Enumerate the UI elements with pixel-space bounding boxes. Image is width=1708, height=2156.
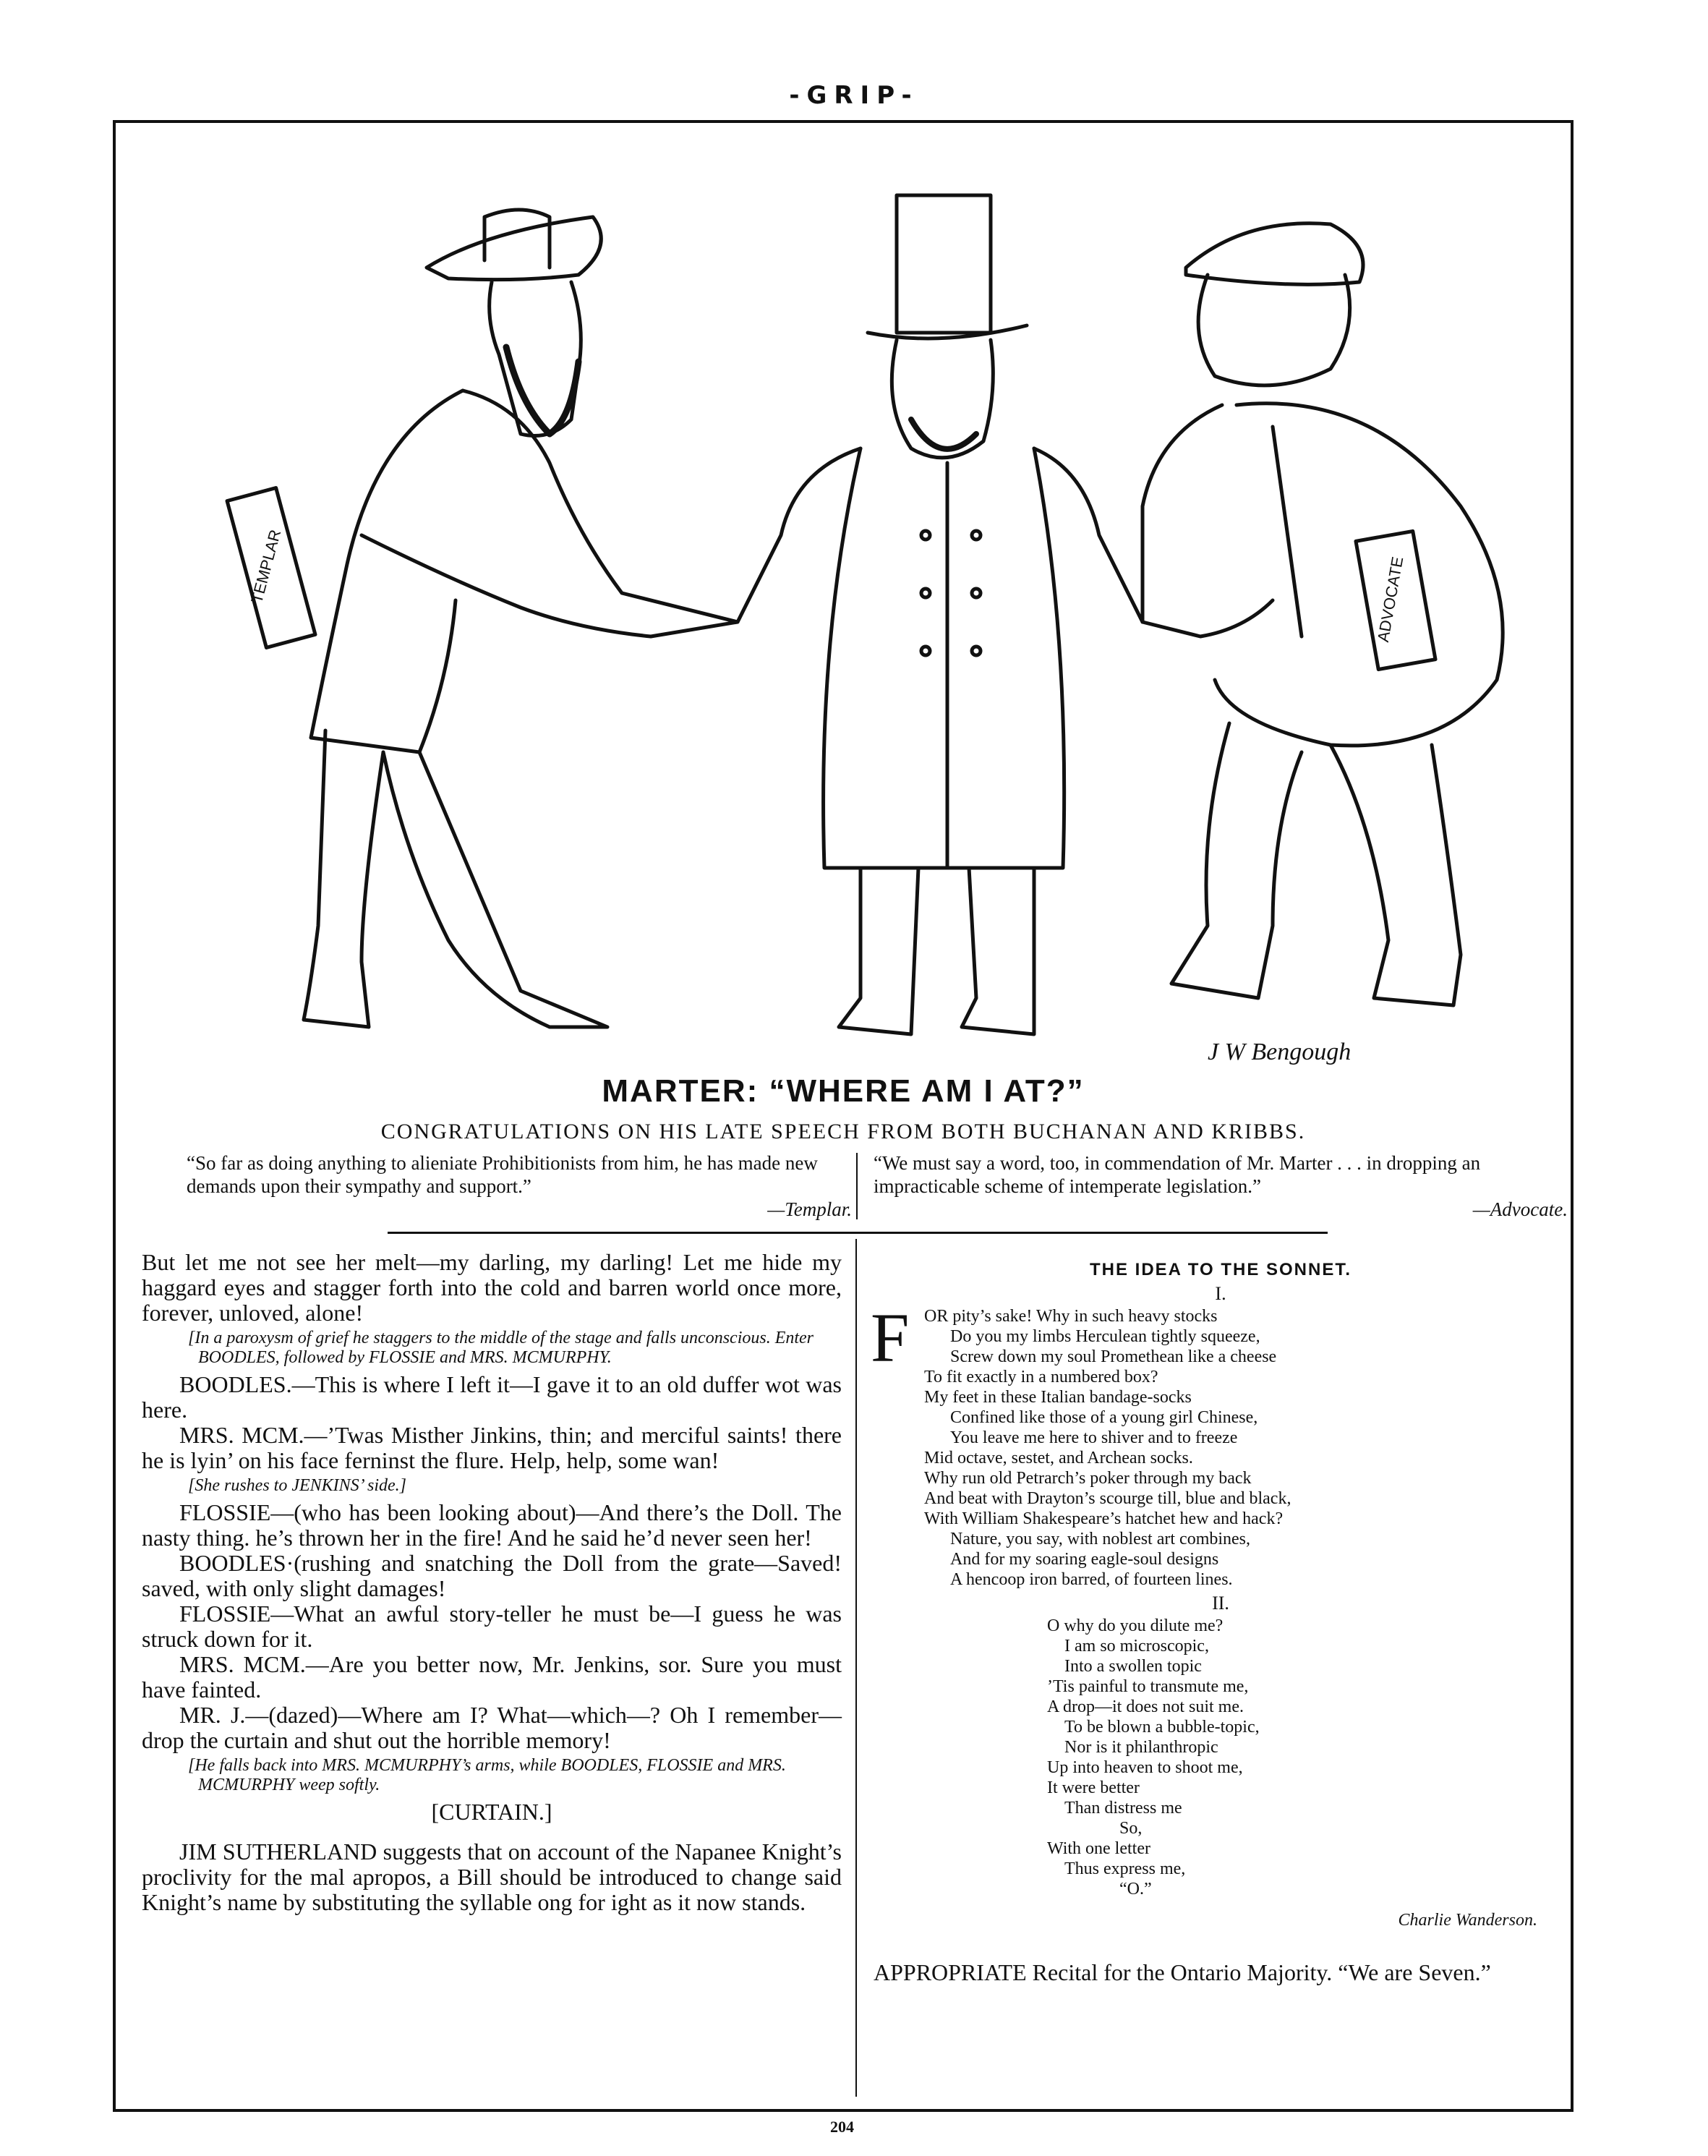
- poem-line: And for my soaring eagle-soul designs: [950, 1550, 1219, 1569]
- play-paragraph: FLOSSIE—(who has been looking about)—And there’s the Doll. The nasty thing. he’s thrown her in the fire! And he said he’d never seen her!: [142, 1499, 842, 1551]
- poem-title: THE IDEA TO THE SONNET.: [1089, 1260, 1352, 1279]
- advocate-book-label: ADVOCATE: [1373, 555, 1407, 644]
- poem-line: OR pity’s sake! Why in such heavy stocks: [924, 1307, 1218, 1326]
- cartoon-illustration: [145, 130, 1569, 1085]
- quote-left: [187, 1151, 852, 1221]
- curtain-line: [CURTAIN.]: [431, 1799, 552, 1825]
- sutherland-paragraph: JIM SUTHERLAND suggests that on account of the Napanee Knight’s proclivity for the mal apropos, a Bill should be introduced to change said Knight’s name by substituting the syllable ong for ight as it now stands.: [142, 1838, 842, 1915]
- stage-direction: [He falls back into MRS. MCMURPHY’s arms, while BOODLES, FLOSSIE and MRS. MCMURPHY weep softly.: [188, 1756, 786, 1794]
- play-paragraph: MRS. MCM.—’Twas Misther Jinkins, thin; and merciful saints! there he is lyin’ on his face ferninst the flure. Help, help, some wan!: [142, 1422, 842, 1473]
- quote-right-source: —Advocate.: [1472, 1198, 1568, 1220]
- poem-line: Do you my limbs Herculean tightly squeeze,: [950, 1327, 1260, 1346]
- poem-line: With one letter: [1047, 1839, 1150, 1858]
- poem-signature: Charlie Wanderson.: [1398, 1911, 1537, 1930]
- play-paragraph: BOODLES·(rushing and snatching the Doll from the grate—Saved! saved, with only slight damages!: [142, 1550, 842, 1601]
- artist-signature: J W Bengough: [1208, 1039, 1352, 1065]
- poem-line: Thus express me,: [1064, 1859, 1186, 1878]
- marter-figure: [651, 195, 1143, 1034]
- poem-line: Why run old Petrarch’s poker through my back: [924, 1469, 1252, 1488]
- poem-line: It were better: [1047, 1778, 1140, 1797]
- play-paragraph: MR. J.—(dazed)—Where am I? What—which—? Oh I remember—drop the curtain and shut out the horrible memory!: [142, 1702, 842, 1753]
- cartoon-title: MARTER: “WHERE AM I AT?”: [602, 1073, 1085, 1109]
- poem-line: Confined like those of a young girl Chinese,: [950, 1408, 1258, 1427]
- quote-divider: [856, 1153, 858, 1219]
- play-paragraph: BOODLES.—This is where I left it—I gave it to an old duffer wot was here.: [142, 1371, 842, 1423]
- poem-line: Mid octave, sestet, and Archean socks.: [924, 1449, 1193, 1467]
- recital-paragraph: APPROPRIATE Recital for the Ontario Majority. “We are Seven.”: [874, 1959, 1491, 1985]
- poem-line: And beat with Drayton’s scourge till, blue and black,: [924, 1489, 1291, 1508]
- poem-line: My feet in these Italian bandage-socks: [924, 1388, 1192, 1407]
- poem-line: ’Tis painful to transmute me,: [1047, 1677, 1249, 1696]
- poem-line: Nature, you say, with noblest art combines,: [950, 1530, 1251, 1548]
- cartoon-subtitle: CONGRATULATIONS ON HIS LATE SPEECH FROM BOTH BUCHANAN AND KRIBBS.: [380, 1120, 1306, 1143]
- advocate-figure: [1143, 223, 1503, 1005]
- poem-part-one: [871, 1299, 1568, 1590]
- poem-line: A hencoop iron barred, of fourteen lines.: [950, 1570, 1233, 1589]
- play-paragraph: MRS. MCM.—Are you better now, Mr. Jenkins, sor. Sure you must have fainted.: [142, 1651, 842, 1703]
- right-column: [871, 1250, 1568, 2008]
- quote-left-source: —Templar.: [767, 1198, 852, 1220]
- poem-line: Up into heaven to shoot me,: [1047, 1758, 1243, 1777]
- quote-right: [874, 1151, 1568, 1221]
- column-divider: [855, 1239, 857, 2097]
- poem-line: To fit exactly in a numbered box?: [924, 1368, 1158, 1386]
- poem-part-two: [1047, 1616, 1568, 1899]
- quote-right-text: “We must say a word, too, in commendation of Mr. Marter . . . in dropping an impracticable scheme of intemperate legislation.”: [874, 1152, 1481, 1197]
- play-paragraph: FLOSSIE—What an awful story-teller he must be—I guess he was struck down for it.: [142, 1601, 842, 1652]
- masthead: -GRIP-: [789, 81, 919, 110]
- poem-line: Screw down my soul Promethean like a cheese: [950, 1347, 1277, 1366]
- poem-line: So,: [1119, 1819, 1143, 1838]
- left-column: [142, 1250, 842, 1915]
- poem-line: “O.”: [1119, 1880, 1152, 1899]
- page-number: 204: [830, 2118, 854, 2136]
- poem-line: I am so microscopic,: [1064, 1637, 1209, 1656]
- stage-direction: [She rushes to JENKINS’ side.]: [188, 1476, 406, 1495]
- poem-line: O why do you dilute me?: [1047, 1616, 1224, 1635]
- quote-left-text: “So far as doing anything to alieniate Prohibitionists from him, he has made new demands upon their sympathy and support.”: [187, 1152, 818, 1197]
- drop-cap: F: [871, 1299, 910, 1376]
- poem-part-numeral: I.: [1215, 1283, 1226, 1304]
- poem-part-numeral: II.: [1212, 1593, 1229, 1614]
- poem-line: Than distress me: [1064, 1799, 1182, 1818]
- poem-line: Nor is it philanthropic: [1064, 1738, 1218, 1757]
- poem-line: To be blown a bubble-topic,: [1064, 1718, 1260, 1737]
- poem-line: A drop—it does not suit me.: [1047, 1697, 1244, 1716]
- poem-line: With William Shakespeare’s hatchet hew and hack?: [924, 1509, 1284, 1528]
- horizontal-rule: [388, 1232, 1328, 1234]
- templar-figure: [227, 210, 738, 1027]
- stage-direction: [In a paroxysm of grief he staggers to the middle of the stage and falls unconscious. Enter BOODLES, followed by FLOSSIE and MRS. MCMURPHY.: [188, 1329, 814, 1367]
- templar-book-label: TEMPLAR: [247, 527, 285, 605]
- play-paragraph: But let me not see her melt—my darling, my darling! Let me hide my haggard eyes and stagger forth into the cold and barren world once more, forever, unloved, alone!: [142, 1249, 842, 1326]
- poem-line: Into a swollen topic: [1064, 1657, 1202, 1676]
- poem-line: You leave me here to shiver and to freeze: [950, 1428, 1238, 1447]
